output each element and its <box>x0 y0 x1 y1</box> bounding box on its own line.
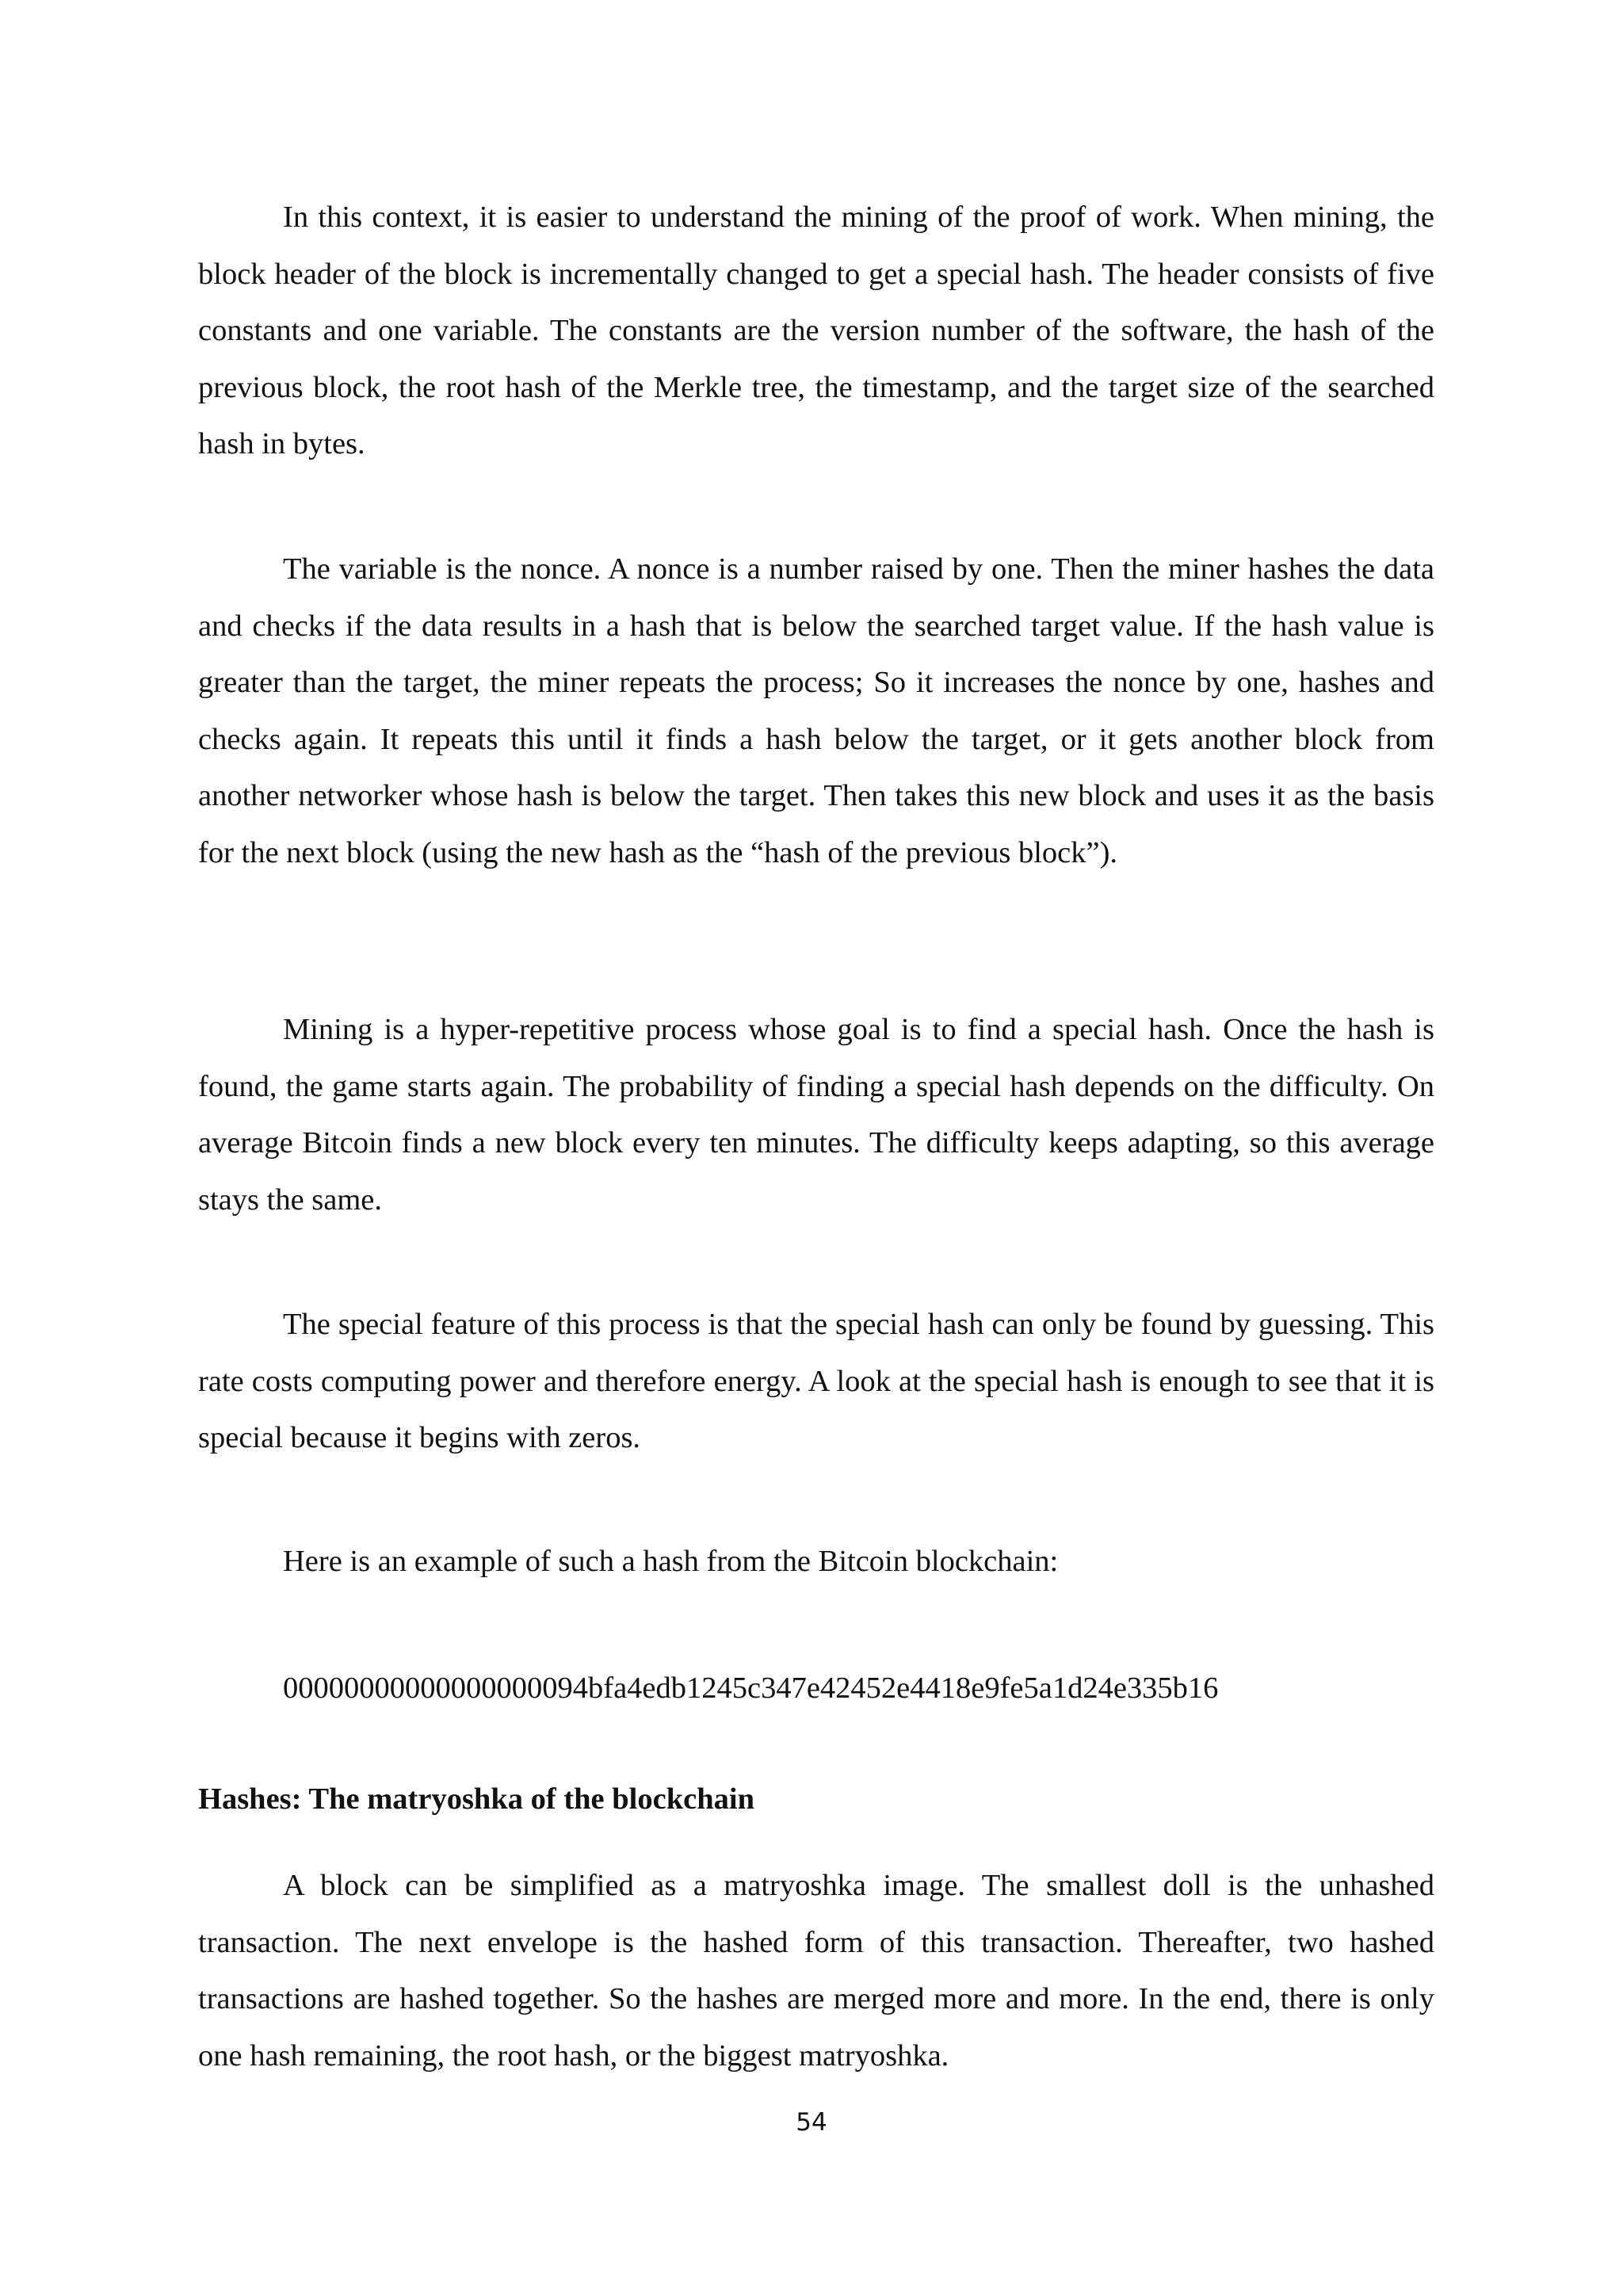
page-number: 54 <box>796 2108 827 2137</box>
section-heading: Hashes: The matryoshka of the blockchain <box>198 1782 754 1816</box>
example-intro-text: Here is an example of such a hash from the Bitcoin blockchain: <box>283 1545 1059 1578</box>
paragraph-special-feature: The special feature of this process is that the special hash can only be found by guessing. This rate costs computing power and therefore energy. A look at the special hash is enough to see that it is special because it begins with zeros. <box>198 1308 1434 1454</box>
paragraph-mining-process: Mining is a hyper-repetitive process whose goal is to find a special hash. Once the hash is found, the game starts again. The probability of finding a special hash depends on the difficulty. On average Bitcoin finds a new block every ten minutes. The difficulty keeps adapting, so this average stays the same. <box>198 1013 1434 1217</box>
paragraph-nonce: The variable is the nonce. A nonce is a number raised by one. Then the miner hashes the data and checks if the data results in a hash that is below the searched target value. If the hash value is greater than the target, the miner repeats the process; So it increases the nonce by one, hashes and checks again. It repeats this until it finds a hash below the target, or it gets another block from another networker whose hash is below the target. Then takes this new block and uses it as the basis for the next block (using the new hash as the “hash of the previous block”). <box>198 552 1434 869</box>
example-hash-text: 00000000000000000094bfa4edb1245c347e42452e4418e9fe5a1d24e335b16 <box>283 1671 1219 1705</box>
paragraph-proof-of-work-mining: In this context, it is easier to understand the mining of the proof of work. When mining, the block header of the block is incrementally changed to get a special hash. The header consists of five constants and one variable. The constants are the version number of the software, the hash of the previous block, the root hash of the Merkle tree, the timestamp, and the target size of the searched hash in bytes. <box>198 201 1434 460</box>
paragraph-matryoshka: A block can be simplified as a matryoshka image. The smallest doll is the unhashed transaction. The next envelope is the hashed form of this transaction. Thereafter, two hashed transactions are hashed together. So the hashes are merged more and more. In the end, there is only one hash remaining, the root hash, or the biggest matryoshka. <box>198 1869 1434 2073</box>
